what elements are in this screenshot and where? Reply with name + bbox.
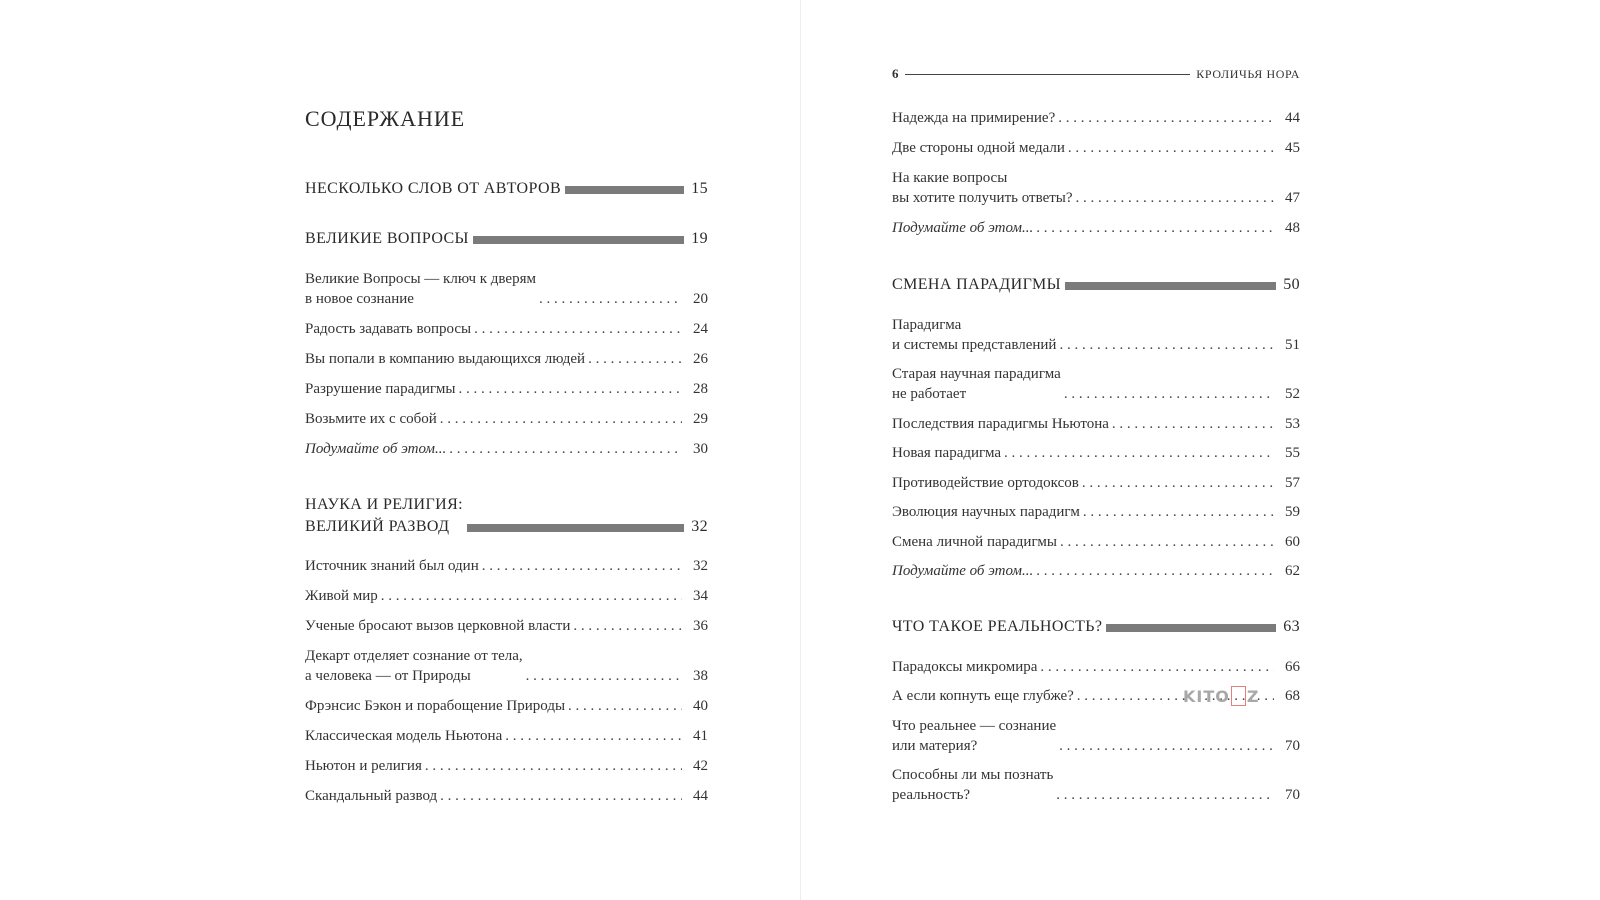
entry-title: На какие вопросы вы хотите получить ответы?	[892, 170, 1073, 206]
entry-title: Ученые бросают вызов церковной власти	[305, 618, 571, 634]
entry-title: Подумайте об этом...	[892, 563, 1034, 579]
dot-leader	[1058, 108, 1274, 128]
entry-page: 68	[1285, 688, 1300, 704]
toc-entry[interactable]	[892, 364, 1300, 404]
entry-title: Две стороны одной медали	[892, 140, 1065, 156]
entry-page: 48	[1285, 220, 1300, 236]
entry-title: Подумайте об этом...	[892, 220, 1034, 236]
dot-leader	[1004, 443, 1274, 463]
toc-entry[interactable]	[305, 786, 708, 806]
entry-page: 36	[693, 618, 708, 634]
dot-leader	[425, 756, 682, 776]
entry-page: 66	[1285, 659, 1300, 675]
toc-entry[interactable]	[305, 319, 708, 339]
running-header	[892, 66, 1300, 82]
entry-title: Старая научная парадигма не работает	[892, 366, 1061, 402]
entry-title: Разрушение парадигмы	[305, 381, 456, 397]
toc-entry[interactable]	[305, 616, 708, 636]
dot-leader	[474, 319, 682, 339]
section-title: ВЕЛИКИЕ ВОПРОСЫ	[305, 230, 469, 247]
dot-leader	[1083, 502, 1274, 522]
entry-page: 40	[693, 698, 708, 714]
page-gutter	[800, 0, 801, 900]
dot-leader	[1036, 218, 1274, 238]
dot-leader	[539, 289, 682, 309]
section-title: СМЕНА ПАРАДИГМЫ	[892, 276, 1061, 293]
entry-page: 26	[693, 351, 708, 367]
dot-leader	[1059, 335, 1274, 355]
entry-title: А если копнуть еще глубже?	[892, 688, 1074, 704]
entry-title: Последствия парадигмы Ньютона	[892, 416, 1109, 432]
toc-entry[interactable]	[892, 168, 1300, 208]
entry-page: 41	[693, 728, 708, 744]
entry-title: Надежда на примирение?	[892, 110, 1056, 126]
entry-title: Что реальнее — сознание или материя?	[892, 718, 1057, 754]
dot-leader	[588, 349, 682, 369]
entry-title: Вы попали в компанию выдающихся людей	[305, 351, 586, 367]
entry-page: 47	[1285, 190, 1300, 206]
toc-entry[interactable]	[892, 315, 1300, 355]
toc-entry[interactable]	[305, 756, 708, 776]
dot-leader	[1112, 414, 1274, 434]
section-bar	[1106, 624, 1276, 632]
entry-page: 55	[1285, 445, 1300, 461]
toc-entry[interactable]	[892, 443, 1300, 463]
dot-leader	[381, 586, 682, 606]
toc-section[interactable]	[305, 178, 708, 200]
dot-leader	[1056, 785, 1274, 805]
toc-entry[interactable]	[305, 409, 708, 429]
entry-page: 70	[1285, 787, 1300, 803]
toc-entry[interactable]	[305, 586, 708, 606]
entry-page: 20	[693, 291, 708, 307]
toc-title: СОДЕРЖАНИЕ	[305, 106, 466, 131]
entry-page: 60	[1285, 534, 1300, 550]
entry-title: Скандальный развод	[305, 788, 438, 804]
toc-section[interactable]	[305, 494, 708, 538]
dot-leader	[440, 786, 682, 806]
entry-title: Парадигма и системы представлений	[892, 317, 1057, 353]
dot-leader	[1068, 138, 1274, 158]
entry-title: Возьмите их с собой	[305, 411, 437, 427]
toc-entry[interactable]	[892, 561, 1300, 581]
entry-page: 28	[693, 381, 708, 397]
entry-page: 42	[693, 758, 708, 774]
entry-title: Эволюция научных парадигм	[892, 504, 1080, 520]
dot-leader	[1059, 736, 1274, 756]
entry-page: 38	[693, 668, 708, 684]
watermark-box-icon	[1231, 686, 1246, 706]
toc-entry[interactable]	[305, 696, 708, 716]
section-bar	[473, 236, 684, 244]
dot-leader	[526, 666, 682, 686]
book-title: КРОЛИЧЬЯ НОРА	[1196, 66, 1300, 81]
watermark-logo	[1183, 686, 1259, 706]
entry-page: 70	[1285, 738, 1300, 754]
dot-leader	[458, 379, 682, 399]
entry-title: Великие Вопросы — ключ к дверям в новое сознание	[305, 271, 536, 307]
entry-page: 59	[1285, 504, 1300, 520]
toc-entry[interactable]	[305, 439, 708, 459]
toc-entry[interactable]	[892, 473, 1300, 493]
toc-entry[interactable]	[305, 726, 708, 746]
toc-entry[interactable]	[305, 379, 708, 399]
entry-page: 30	[693, 441, 708, 457]
dot-leader	[1064, 384, 1274, 404]
section-title: НЕСКОЛЬКО СЛОВ ОТ АВТОРОВ	[305, 180, 562, 197]
entry-title: Ньютон и религия	[305, 758, 422, 774]
entry-page: 44	[1285, 110, 1300, 126]
dot-leader	[449, 439, 682, 459]
dot-leader	[440, 409, 682, 429]
toc-entry[interactable]	[305, 349, 708, 369]
toc-entry[interactable]	[892, 218, 1300, 238]
toc-section[interactable]	[305, 228, 708, 250]
toc-entry[interactable]	[305, 556, 708, 576]
dot-leader	[1082, 473, 1274, 493]
entry-title: Радость задавать вопросы	[305, 321, 472, 337]
entry-page: 44	[693, 788, 708, 804]
section-page: 63	[1283, 618, 1300, 635]
entry-page: 57	[1285, 475, 1300, 491]
toc-entry[interactable]	[305, 646, 708, 686]
toc-entry[interactable]	[892, 414, 1300, 434]
dot-leader	[1076, 188, 1274, 208]
section-page: 32	[691, 518, 708, 535]
entry-page: 51	[1285, 337, 1300, 353]
dot-leader	[1040, 657, 1274, 677]
toc-entry[interactable]	[892, 657, 1300, 677]
entry-title: Новая парадигма	[892, 445, 1002, 461]
dot-leader	[505, 726, 682, 746]
left-page	[305, 0, 708, 900]
entry-page: 45	[1285, 140, 1300, 156]
dot-leader	[568, 696, 682, 716]
entry-page: 53	[1285, 416, 1300, 432]
toc-entry[interactable]	[892, 108, 1300, 128]
section-bar	[1065, 282, 1276, 290]
dot-leader	[1036, 561, 1274, 581]
section-page: 50	[1283, 276, 1300, 293]
entry-title: Противодействие ортодоксов	[892, 475, 1079, 491]
entry-page: 52	[1285, 386, 1300, 402]
right-page	[892, 0, 1300, 900]
entry-title: Парадоксы микромира	[892, 659, 1038, 675]
entry-title: Источник знаний был один	[305, 558, 479, 574]
entry-title: Фрэнсис Бэкон и порабощение Природы	[305, 698, 566, 714]
entry-title: Смена личной парадигмы	[892, 534, 1057, 550]
entry-page: 34	[693, 588, 708, 604]
toc-entry[interactable]	[892, 502, 1300, 522]
entry-title: Способны ли мы познать реальность?	[892, 767, 1054, 803]
section-bar	[467, 524, 684, 532]
header-rule	[905, 74, 1191, 75]
entry-title: Декарт отделяет сознание от тела, а человека — от Природы	[305, 648, 523, 684]
section-title: ЧТО ТАКОЕ РЕАЛЬНОСТЬ?	[892, 618, 1103, 635]
toc-entry[interactable]	[892, 765, 1300, 805]
toc-entry[interactable]	[892, 532, 1300, 552]
dot-leader	[573, 616, 682, 636]
toc-entry[interactable]	[892, 138, 1300, 158]
toc-entry[interactable]	[892, 716, 1300, 756]
section-page: 15	[691, 180, 708, 197]
toc-section[interactable]	[892, 616, 1300, 638]
dot-leader	[482, 556, 682, 576]
entry-page: 29	[693, 411, 708, 427]
entry-title: Живой мир	[305, 588, 378, 604]
page-number: 6	[892, 66, 899, 81]
section-page: 19	[691, 230, 708, 247]
dot-leader	[1060, 532, 1274, 552]
entry-title: Подумайте об этом...	[305, 441, 447, 457]
entry-title: Классическая модель Ньютона	[305, 728, 503, 744]
watermark-text-right: Z	[1246, 687, 1260, 706]
entry-page: 62	[1285, 563, 1300, 579]
section-bar	[565, 186, 684, 194]
section-title: НАУКА И РЕЛИГИЯ: ВЕЛИКИЙ РАЗВОД	[305, 496, 464, 535]
toc-entry[interactable]	[305, 269, 708, 309]
entry-page: 32	[693, 558, 708, 574]
watermark-text-left: KITO	[1183, 687, 1230, 706]
toc-section[interactable]	[892, 274, 1300, 296]
entry-page: 24	[693, 321, 708, 337]
